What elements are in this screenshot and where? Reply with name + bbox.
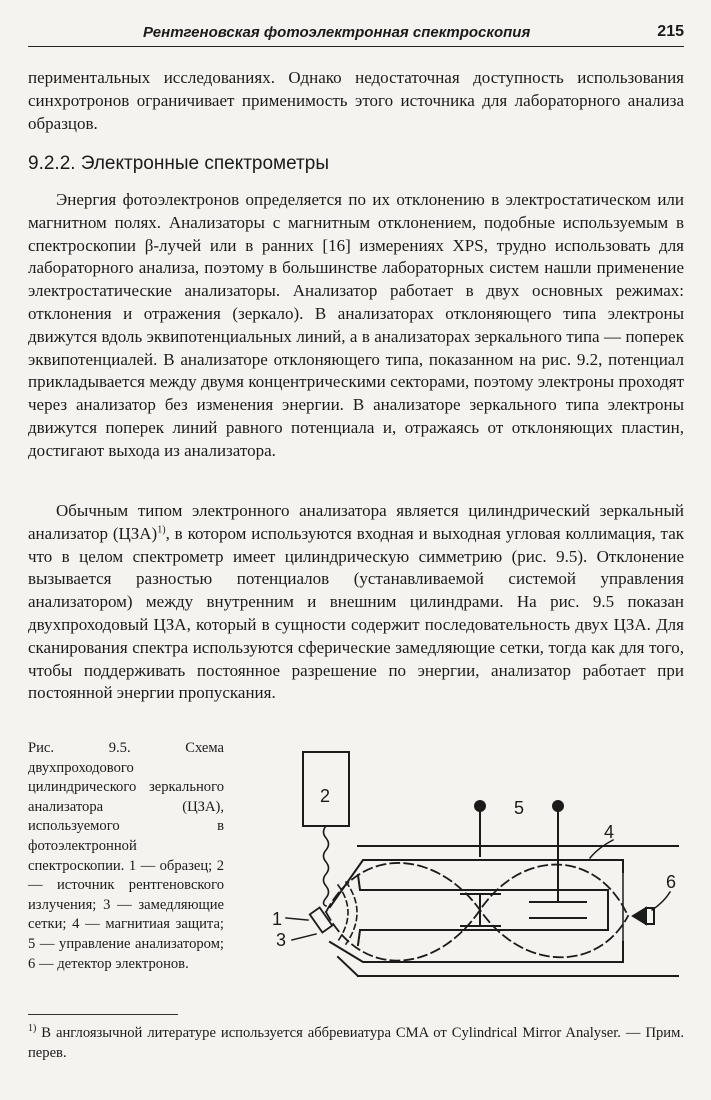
label-retarding-grids: 3	[276, 930, 287, 950]
electron-detector	[633, 908, 646, 924]
outer-cylinder-bottom	[330, 942, 623, 962]
figure-caption: Рис. 9.5. Схема двухпроходового цилиндрического зеркального анализатора (ЦЗА), используемого в фотоэлектронной спектроскопии. 1 — образец; 2 — источник рентгеновского излучения; 3 — замедляющие сетки; 4 — магнитиая защита; 5 — управление анализатором; 6 — детектор электронов.	[28, 740, 224, 972]
footnote-text: В англоязычной литературе используется аббревиатура CMA от Cylindrical Mirror Analyser. — Прим. перев.	[28, 1025, 684, 1061]
sample	[310, 908, 332, 933]
intro-paragraph: периментальных исследованиях. Однако недостаточная доступность использования синхротронов ограничивает применимость этого источника для лабораторного анализа образцов.	[28, 68, 684, 133]
footnote-mark: 1)	[28, 1023, 37, 1035]
running-title: Рентгеновская фотоэлектронная спектроскопия	[143, 24, 531, 41]
label-sample: 1	[272, 909, 283, 929]
electron-trajectory-upper	[326, 863, 628, 957]
label-analyzer-control: 5	[514, 798, 525, 818]
footnote-divider	[28, 1014, 178, 1015]
footnote-reference: 1)	[157, 524, 166, 536]
label-magnetic-shield: 4	[604, 822, 615, 842]
paragraph-2-end: , в котором используются входная и выходная угловая коллимация, так что в целом спектрометр имеет цилиндрическую симметрию (рис. 9.5). Отклонение вызывается разностью потенциалов (устанавливаемой системой управления анализатором) между внутренним и внешним цилиндрами. На рис. 9.5 показан двухпроходовый ЦЗА, который в сущности содержит последовательность двух ЦЗА. Для сканирования спектра используются сферические замедляющие сетки, тогда как для того, чтобы поддерживать постоянное разрешение по энергии, анализатор работает при постоянной энергии пропускания.	[28, 523, 684, 703]
electron-trajectory-lower	[326, 865, 628, 961]
label-electron-detector: 6	[666, 872, 677, 892]
section-heading: 9.2.2. Электронные спектрометры	[28, 153, 329, 174]
footnote	[28, 1023, 684, 1063]
running-header	[28, 22, 684, 47]
paragraph-1: Энергия фотоэлектронов определяется по их отклонению в электростатическом или магнитном полях. Анализаторы с магнитным отклонением, подобные используемым в спектроскопии β-лучей или в ранних [16] измерениях XPS, трудно использовать для лабораторного анализа, поэтому в большинстве лабораторных систем нашли применение электростатические анализаторы. Анализатор работает в двух основных режимах: отклонения и отражения (зеркало). В анализаторах отклоняющего типа электроны движутся вдоль эквипотенциальных линий, а в анализаторах зеркального типа — поперек эквипотенциалей. В анализаторе отклоняющего типа, показанном на рис. 9.2, потенциал прикладывается между двумя концентрическими секторами, поэтому электроны проходят через анализатор без изменения энергии. В анализаторе зеркального типа электроны движутся поперек линий равного потенциала и, отражаясь от отклоняющих пластин, достигают выхода из анализатора.	[28, 190, 684, 460]
label-xray-source: 2	[320, 786, 331, 806]
cma-diagram	[268, 742, 688, 1010]
outer-cylinder-top	[330, 860, 623, 907]
paragraph-2	[28, 500, 684, 705]
xray-wave	[324, 826, 329, 906]
page-number: 215	[657, 23, 684, 40]
paragraph-2-start: Обычным типом электронного анализатора является цилиндрический зеркальный анализатор (ЦЗА)	[28, 501, 684, 543]
inner-cylinder	[358, 875, 608, 945]
